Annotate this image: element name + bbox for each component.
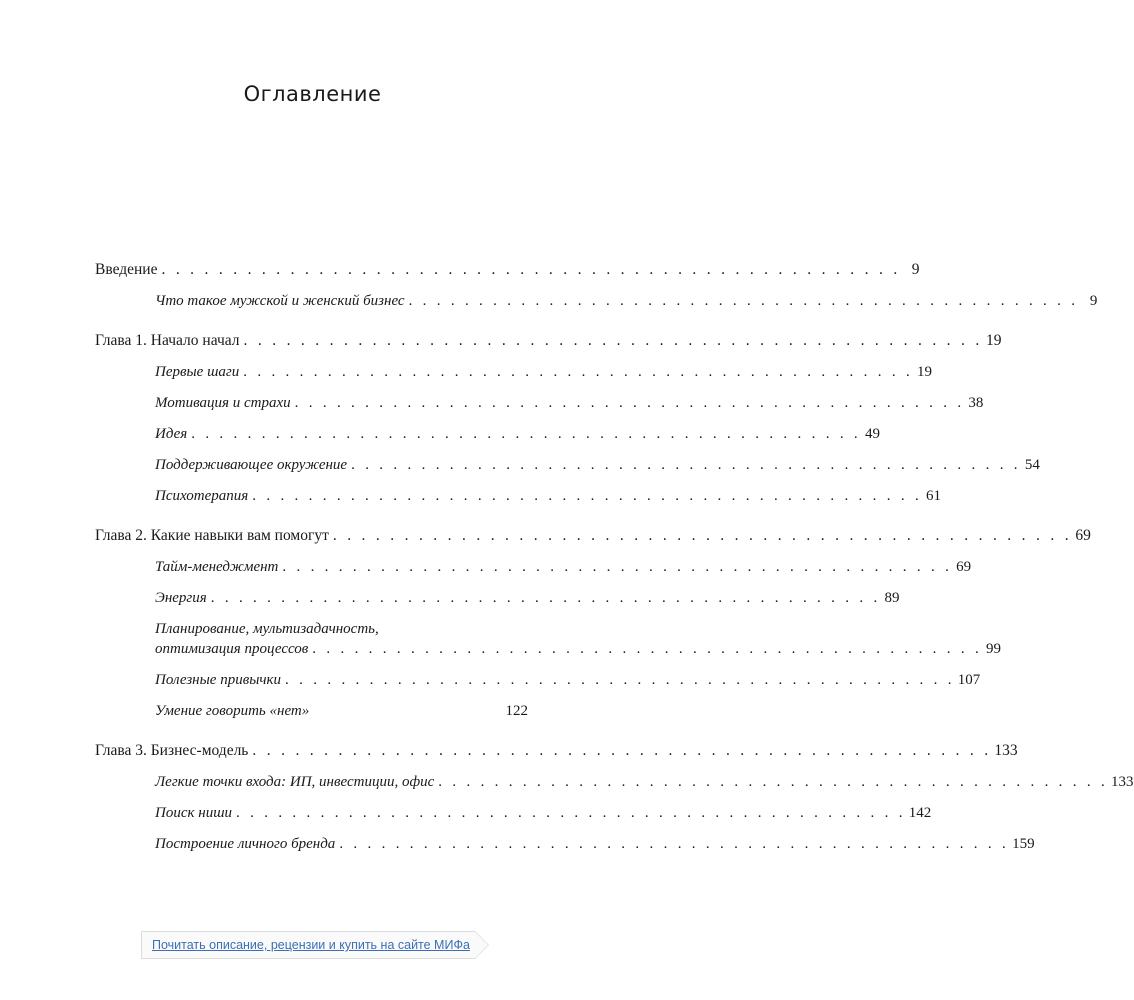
toc-entry[interactable]	[95, 260, 920, 280]
dot-leader: . . . . . . . . . . . . . . . . . . . . . . . . . . . . . . . . . . . . . . . . . . . . . . . . . . . .	[252, 742, 992, 759]
dot-leader: . . . . . . . . . . . . . . . . . . . . . . . . . . . . . . . . . . . . . . . . . . . . . . . .	[408, 293, 1079, 309]
toc-subentry[interactable]	[95, 701, 528, 721]
toc-entry-title: Глава 2. Какие навыки вам помогут	[95, 527, 329, 544]
toc-entry[interactable]	[95, 741, 1018, 761]
dot-leader: . . . . . . . . . . . . . . . . . . . . . . . . . . . . . . . . . . . . . . . . . . . . . . . .	[312, 641, 983, 657]
toc-subentry-title: Психотерапия	[155, 488, 249, 504]
toc-subentry-page: 122	[505, 703, 528, 719]
toc-entry-page: 9	[911, 261, 920, 278]
toc-subentry-title: Умение говорить «нет»	[155, 703, 310, 719]
table-of-contents	[95, 260, 1134, 854]
toc-entry[interactable]	[95, 331, 1002, 351]
toc-subentry-title: Энергия	[155, 590, 207, 606]
toc-subentry-page: 19	[917, 364, 932, 380]
toc-subentry-page: 61	[926, 488, 941, 504]
toc-entry-title: Глава 1. Начало начал	[95, 332, 240, 349]
toc-subentry-title: Легкие точки входа: ИП, инвестиции, офис	[155, 774, 435, 790]
buy-link-banner	[141, 931, 475, 959]
dot-leader: . . . . . . . . . . . . . . . . . . . . . . . . . . . . . . . . . . . . . . . . . . . . . . . .	[210, 590, 881, 606]
toc-subentry[interactable]	[95, 486, 941, 506]
toc-subentry[interactable]	[95, 362, 932, 382]
toc-chapter-1	[95, 331, 1040, 506]
toc-subentry-page: 49	[864, 426, 880, 442]
toc-subentry[interactable]	[95, 803, 932, 823]
toc-subentry[interactable]	[95, 588, 900, 608]
toc-entry-title: Глава 3. Бизнес-модель	[95, 742, 249, 759]
toc-subentry-page: 107	[957, 672, 981, 688]
dot-leader: . . . . . . . . . . . . . . . . . . . . . . . . . . . . . . . . . . . . . . . . . . . . . . . . . . . .	[332, 527, 1072, 544]
toc-subentry-page: 133	[1111, 774, 1134, 790]
toc-subentry[interactable]	[95, 291, 1098, 311]
toc-subentry-title: Первые шаги	[155, 364, 240, 380]
toc-chapter-2	[95, 526, 1091, 721]
toc-entry-page: 19	[986, 332, 1002, 349]
toc-subentry[interactable]	[95, 772, 1134, 792]
dot-leader: . . . . . . . . . . . . . . . . . . . . . . . . . . . . . . . . . . . . . . . . . . . . . . . .	[339, 836, 1010, 852]
toc-subentry-page: 54	[1024, 457, 1040, 473]
toc-subentry-title: Тайм-менеджмент	[155, 559, 279, 575]
toc-subentry-page: 142	[908, 805, 932, 821]
page-title: Оглавление	[243, 82, 382, 106]
dot-leader: . . . . . . . . . . . . . . . . . . . . . . . . . . . . . . . . . . . . . . . . . . . . . . . . . . . .	[161, 261, 901, 278]
toc-subentry-title-line2: оптимизация процессов	[155, 641, 309, 657]
toc-subentry-page: 38	[968, 395, 984, 411]
toc-subentry[interactable]	[95, 424, 880, 444]
toc-subentry-title: Поиск ниши	[155, 805, 233, 821]
dot-leader: . . . . . . . . . . . . . . . . . . . . . . . . . . . . . . . . . . . . . . . . . . . . . . . .	[236, 805, 906, 821]
dot-leader: . . . . . . . . . . . . . . . . . . . . . . . . . . . . . . . . . . . . . . . . . . . . . . . .	[191, 426, 861, 442]
toc-subentry[interactable]	[95, 557, 972, 577]
toc-subentry-page: 99	[986, 641, 1002, 657]
dot-leader: . . . . . . . . . . . . . . . . . . . . . . . . . . . . . . . . . . . . . . . . . . . . . . . .	[243, 364, 913, 380]
toc-subentry-title: Идея	[155, 426, 188, 442]
dot-leader: . . . . . . . . . . . . . . . . . . . . . . . . . . . . . . . . . . . . . . . . . . . . . . . .	[282, 559, 953, 575]
toc-entry[interactable]	[95, 526, 1091, 546]
toc-subentry-page: 69	[956, 559, 972, 575]
dot-leader: . . . . . . . . . . . . . . . . . . . . . . . . . . . . . . . . . . . . . . . . . . . . . . . .	[285, 672, 955, 688]
toc-chapter-3	[95, 741, 1134, 854]
dot-leader: . . . . . . . . . . . . . . . . . . . . . . . . . . . . . . . . . . . . . . . . . . . . . . . .	[294, 395, 965, 411]
toc-subentry-title-line1: Планирование, мультизадачность,	[155, 621, 379, 637]
toc-entry-page: 69	[1075, 527, 1091, 544]
toc-entry-page: 133	[994, 742, 1018, 759]
toc-subentry-title: Поддерживающее окружение	[155, 457, 348, 473]
dot-leader: . . . . . . . . . . . . . . . . . . . . . . . . . . . . . . . . . . . . . . . . . . . . . . . . . . . .	[243, 332, 983, 349]
toc-subentry-title: Что такое мужской и женский бизнес	[155, 293, 405, 309]
toc-subentry-title: Мотивация и страхи	[155, 395, 291, 411]
toc-subentry-page: 89	[884, 590, 900, 606]
dot-leader: . . . . . . . . . . . . . . . . . . . . . . . . . . . . . . . . . . . . . . . . . . . . . . . .	[351, 457, 1021, 473]
toc-subentry[interactable]	[95, 834, 1035, 854]
toc-subentry-title: Построение личного бренда	[155, 836, 336, 852]
buy-link[interactable]: Почитать описание, рецензии и купить на сайте МИФа	[152, 938, 470, 952]
toc-subentry[interactable]	[95, 393, 984, 413]
toc-chapter-intro	[95, 260, 1098, 311]
toc-subentry[interactable]	[95, 455, 1040, 475]
toc-subentry[interactable]	[95, 670, 981, 690]
toc-subentry-page: 159	[1012, 836, 1035, 852]
toc-entry-title: Введение	[95, 261, 158, 278]
toc-subentry-title: Полезные привычки	[155, 672, 282, 688]
dot-leader: . . . . . . . . . . . . . . . . . . . . . . . . . . . . . . . . . . . . . . . . . . . . . . . .	[252, 488, 922, 504]
toc-subentry[interactable]	[95, 619, 1002, 659]
dot-leader: . . . . . . . . . . . . . . . . . . . . . . . . . . . . . . . . . . . . . . . . . . . . . . . .	[438, 774, 1109, 790]
toc-subentry-page: 9	[1089, 293, 1098, 309]
